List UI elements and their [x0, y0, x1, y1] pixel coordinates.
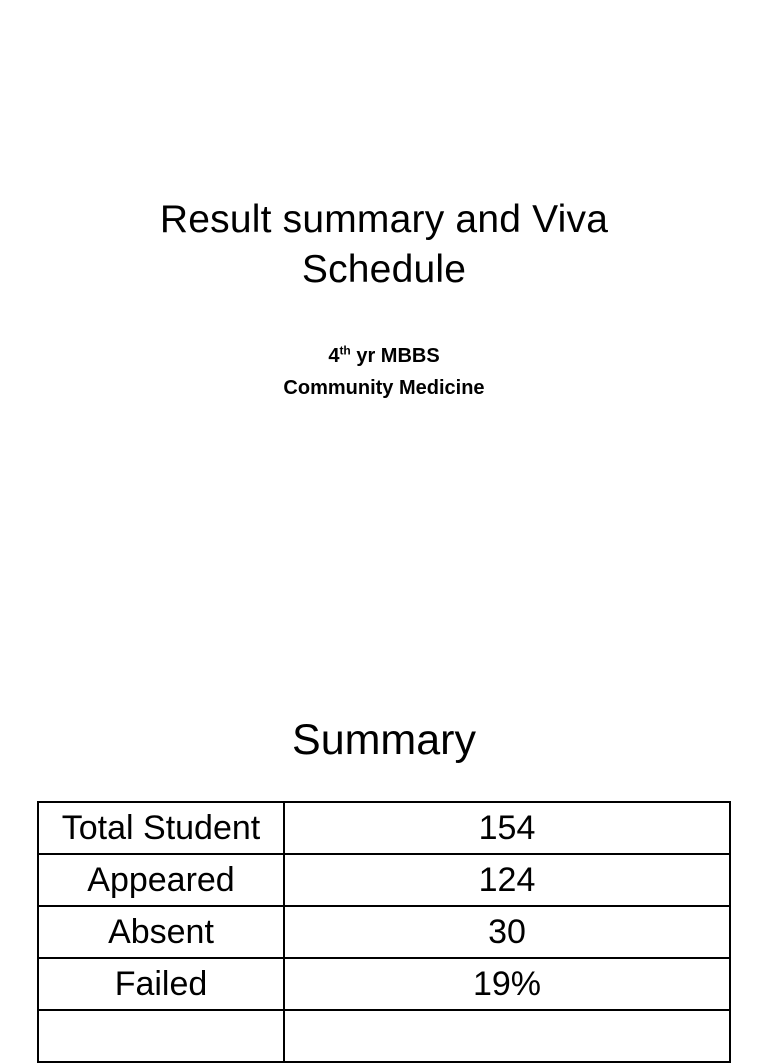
department-name: Community Medicine [283, 377, 485, 399]
table-row [38, 1010, 730, 1062]
table-row [38, 958, 730, 1010]
row-value: 124 [284, 854, 730, 906]
row-label: Failed [38, 958, 284, 1010]
summary-slide [0, 580, 768, 1024]
row-label: Total Student [38, 802, 284, 854]
summary-title: Summary [292, 716, 476, 764]
table-row [38, 854, 730, 906]
table-row [38, 802, 730, 854]
year-suffix: th [339, 343, 351, 358]
year-rest: yr MBBS [350, 345, 440, 367]
row-value: 19% [284, 958, 730, 1010]
row-value: 30 [284, 906, 730, 958]
row-value [284, 1010, 730, 1062]
slide-subtitle [0, 340, 768, 404]
row-label: Absent [38, 906, 284, 958]
year-number: 4 [328, 345, 340, 367]
row-label: Appeared [38, 854, 284, 906]
slide-title [0, 195, 768, 295]
row-value: 154 [284, 802, 730, 854]
slide-title-line-1: Result summary and Viva [159, 198, 609, 241]
row-label [38, 1010, 284, 1062]
course-year [0, 340, 768, 372]
table-row [38, 906, 730, 958]
slide-title-line-2: Schedule [301, 248, 467, 291]
